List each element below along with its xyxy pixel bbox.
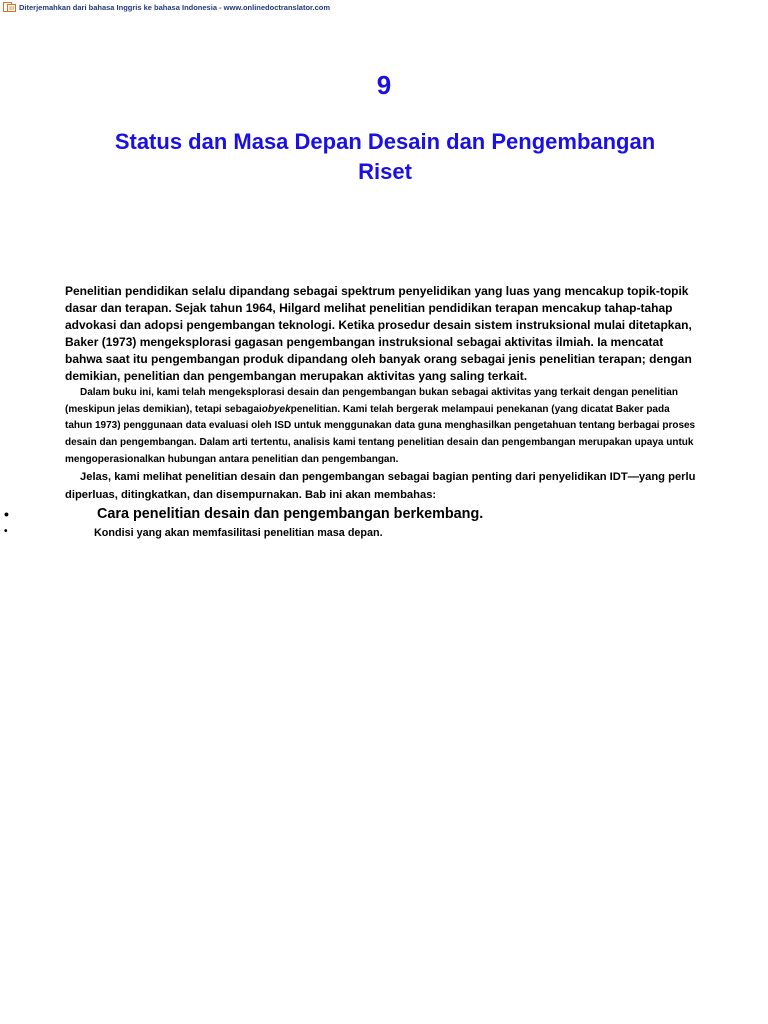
paragraph-2-end: penelitian. Kami telah bergerak melampaui penekanan (yang dicatat Baker pada tahun 1973) penggunaan data evaluasi oleh ISD untuk menggunakan data guna menghasilkan pengetahuan tentang berbagai proses desain dan pengembangan. Dalam arti tertentu, analisis kami tentang penelitian desain dan pengembangan merupakan upaya untuk mengoperasionalkan hubungan antara penelitian dan pengembangan. <box>65 403 696 465</box>
paragraph-3-text: Jelas, kami melihat penelitian desain dan pengembangan sebagai bagian penting dari penyelidikan IDT—yang perlu diperluas, ditingkatkan, dan disempurnakan. Bab ini akan membahas: <box>65 471 696 501</box>
paragraph-2-italic-word: obyek <box>261 403 291 415</box>
bullet-symbol: • <box>4 506 9 522</box>
chapter-title-line-1: Status dan Masa Depan Desain dan Pengembangan <box>114 129 656 154</box>
chapter-title <box>80 127 690 187</box>
bullet-text: Cara penelitian desain dan pengembangan berkembang. <box>97 506 484 522</box>
bullet-text: Kondisi yang akan memfasilitasi penelitian masa depan. <box>94 527 383 539</box>
chapter-number: 9 <box>376 70 392 100</box>
translator-logo-icon <box>3 2 16 12</box>
translator-banner[interactable] <box>3 1 330 13</box>
paragraph-1: Penelitian pendidikan selalu dipandang sebagai spektrum penyelidikan yang luas yang mencakup topik-topik dasar dan terapan. Sejak tahun 1964, Hilgard melihat penelitian pendidikan terapan mencakup tahap-tahap advokasi dan adopsi pengembangan teknologi. Ketika prosedur desain sistem instruksional mulai ditetapkan, Baker (1973) mengeksplorasi gagasan pengembangan instruksional sebagai aktivitas ilmiah. Ia mencatat bahwa saat itu pengembangan produk dipandang oleh banyak orang sebagai jenis penelitian terapan; dengan demikian, penelitian dan pengembangan merupakan aktivitas yang saling terkait. <box>65 284 692 383</box>
paragraph-2 <box>65 385 697 469</box>
paragraph-3 <box>65 468 697 504</box>
chapter-title-line-2: Riset <box>358 159 412 184</box>
paragraph-2-start: Dalam buku ini, kami telah mengeksplorasi desain dan pengembangan bukan sebagai aktivitas yang terkait dengan penelitian (meskipun jelas demikian), tetapi sebagai <box>65 387 678 415</box>
bullet-symbol: • <box>4 526 8 537</box>
banner-text: Diterjemahkan dari bahasa Inggris ke bahasa Indonesia - www.onlinedoctranslator.com <box>19 2 331 12</box>
